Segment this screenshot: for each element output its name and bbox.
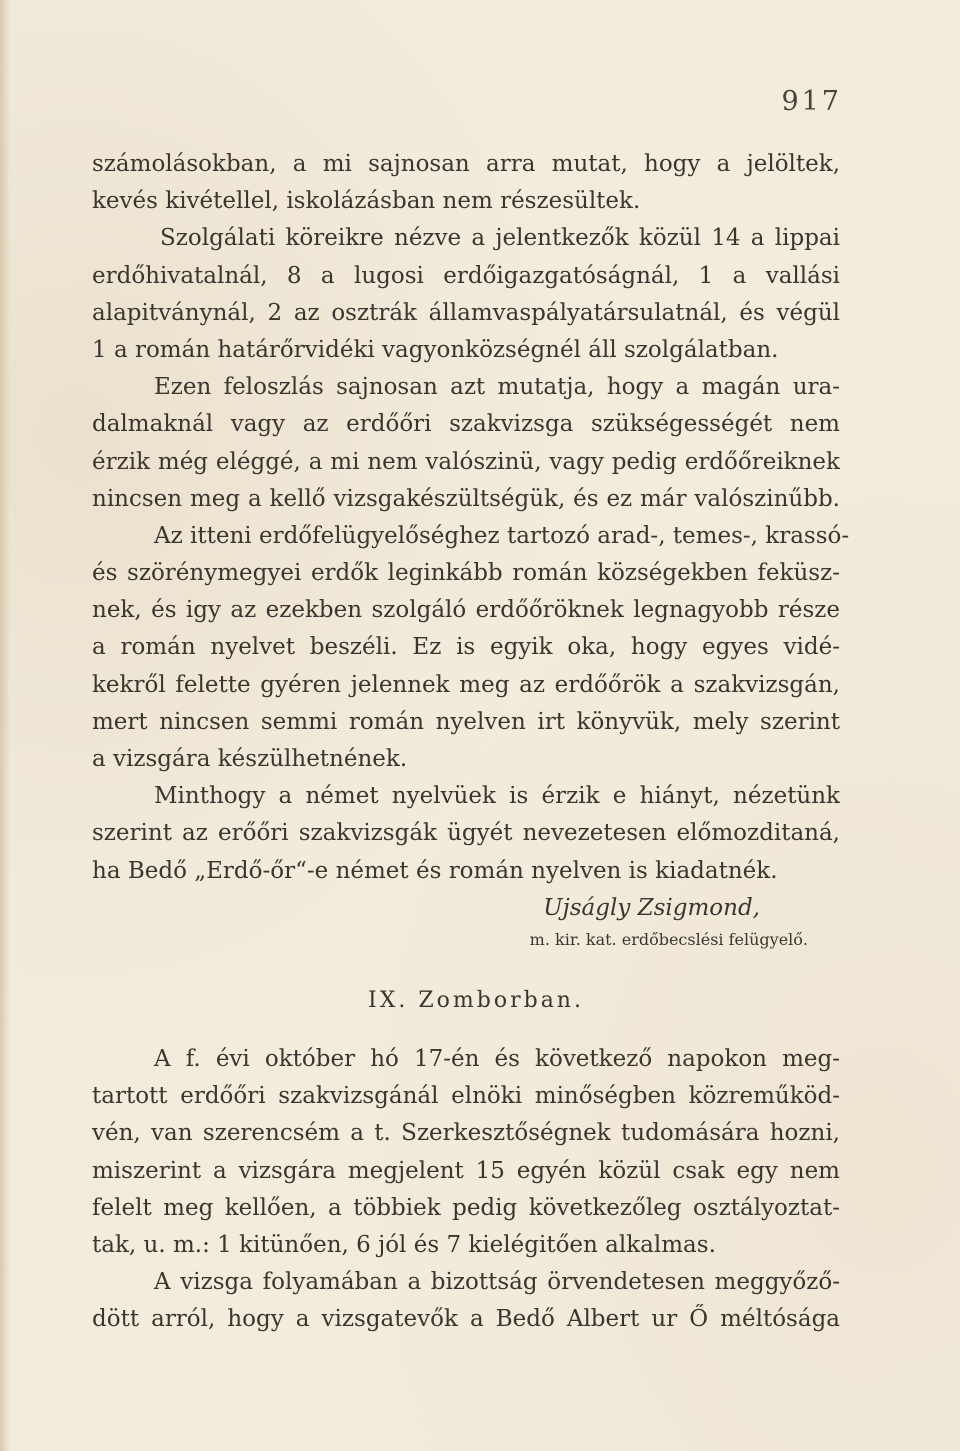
author-signature: Ujságly Zsigmond, bbox=[543, 894, 760, 921]
paragraph-start-line: A f. évi október hó 17-én és következő napokon meg- bbox=[154, 1045, 840, 1072]
text-line: felelt meg kellően, a többiek pedig következőleg osztályoztat- bbox=[92, 1194, 840, 1221]
text-line: érzik még eléggé, a mi nem valószinü, vagy pedig erdőőreiknek bbox=[92, 448, 840, 475]
text-line: mert nincsen semmi román nyelven irt könyvük, mely szerint bbox=[92, 708, 840, 735]
paragraph-start-line: Ezen feloszlás sajnosan azt mutatja, hogy a magán ura- bbox=[154, 374, 840, 401]
text-line: dalmaknál vagy az erdőőri szakvizsga szükségességét nem bbox=[92, 411, 840, 438]
text-line: nek, és igy az ezekben szolgáló erdőőröknek legnagyobb része bbox=[92, 597, 840, 624]
text-line: 1 a román határőrvidéki vagyonközségnél áll szolgálatban. bbox=[92, 336, 779, 363]
paragraph-start-line: Szolgálati köreikre nézve a jelentkezők közül 14 a lippai bbox=[160, 225, 840, 252]
body-text bbox=[92, 146, 850, 1338]
paragraph-start-line: A vizsga folyamában a bizottság örvendetesen meggyőző- bbox=[154, 1269, 840, 1296]
text-line: miszerint a vizsgára megjelent 15 egyén közül csak egy nem bbox=[92, 1157, 840, 1184]
text-line: tak, u. m.: 1 kitünően, 6 jól és 7 kielégitően alkalmas. bbox=[92, 1231, 716, 1258]
page-number: 917 bbox=[781, 86, 842, 117]
text-line: kekről felette gyéren jelennek meg az erdőőrök a szakvizsgán, bbox=[92, 671, 840, 698]
text-line: ha Bedő „Erdő-őr“-e német és román nyelven is kiadatnék. bbox=[92, 857, 778, 884]
text-line: a vizsgára készülhetnének. bbox=[92, 746, 408, 772]
text-line: kevés kivétellel, iskolázásban nem részesültek. bbox=[92, 188, 641, 215]
section-heading: IX. Zomborban. bbox=[368, 987, 584, 1013]
text-line: a román nyelvet beszéli. Ez is egyik oka, hogy egyes vidé- bbox=[92, 634, 840, 661]
text-line: szerint az erőőri szakvizsgák ügyét nevezetesen előmozditaná, bbox=[92, 820, 840, 847]
text-line: és szörénymegyei erdők leginkább román községekben feküsz- bbox=[92, 560, 840, 587]
text-line: vén, van szerencsém a t. Szerkesztőségnek tudomására hozni, bbox=[92, 1120, 840, 1147]
text-line: erdőhivatalnál, 8 a lugosi erdőigazgatóságnál, 1 a vallási bbox=[92, 262, 840, 289]
text-line: nincsen meg a kellő vizsgakészültségük, és ez már valószinűbb. bbox=[92, 485, 840, 512]
text-line: tartott erdőőri szakvizsgánál elnöki minőségben közreműköd- bbox=[92, 1083, 840, 1110]
author-title: m. kir. kat. erdőbecslési felügyelő. bbox=[529, 929, 808, 949]
paragraph-start-line: Minthogy a német nyelvüek is érzik e hiányt, nézetünk bbox=[154, 783, 840, 810]
paragraph-start-line: Az itteni erdőfelügyelőséghez tartozó arad-, temes-, krassó- bbox=[154, 522, 850, 549]
text-line: számolásokban, a mi sajnosan arra mutat, hogy a jelöltek, bbox=[92, 151, 840, 177]
text-line: alapitványnál, 2 az osztrák államvaspályatársulatnál, és végül bbox=[92, 299, 840, 326]
text-line: dött arról, hogy a vizsgatevők a Bedő Albert ur Ő méltósága bbox=[92, 1306, 840, 1333]
page-edge-shadow bbox=[0, 0, 10, 1451]
